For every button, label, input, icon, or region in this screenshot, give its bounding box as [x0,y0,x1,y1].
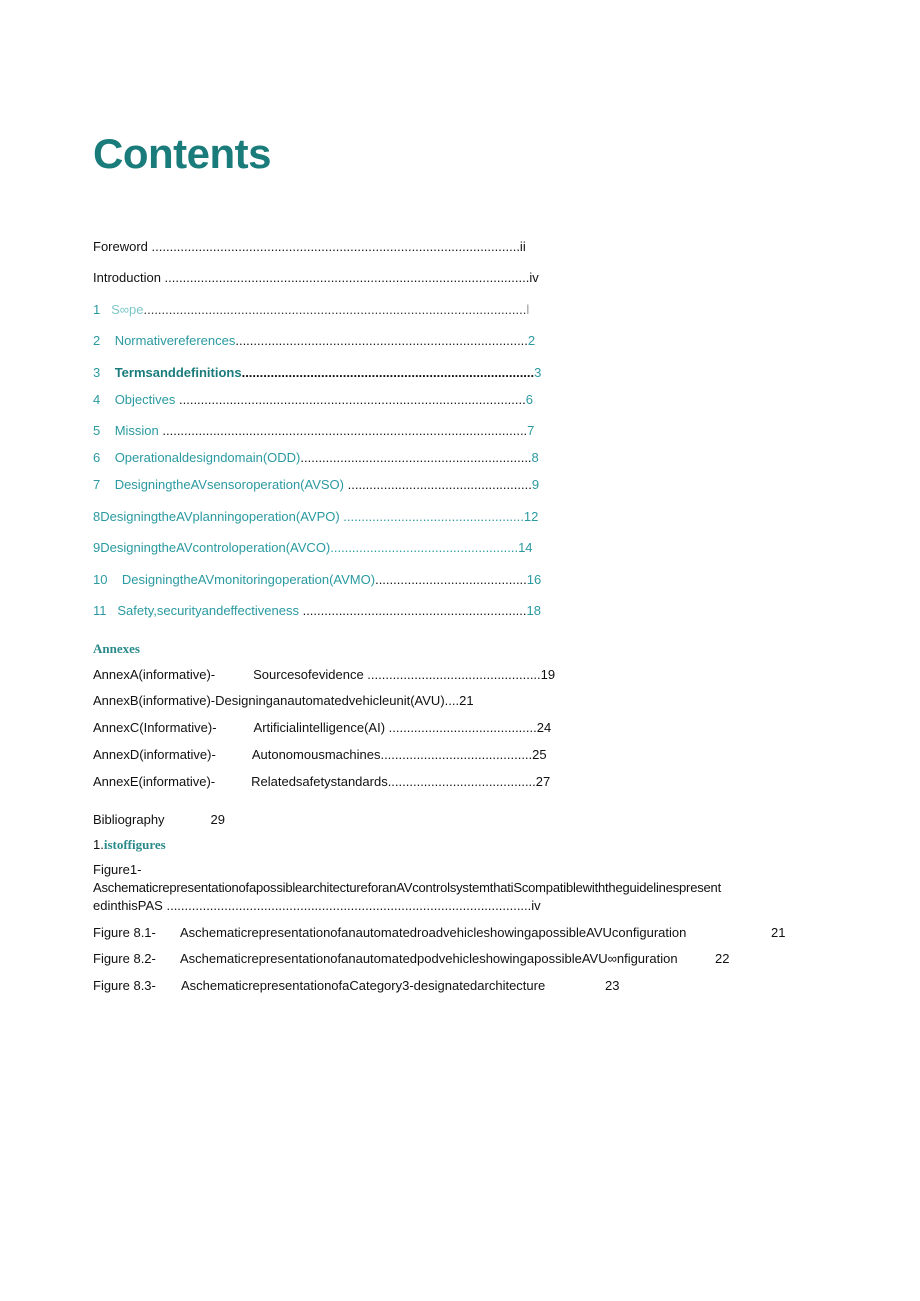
toc-dots: ..................................................................................................... [158,423,528,438]
bibliography-label: Bibliography [93,812,165,827]
annex-a[interactable] [93,667,555,683]
toc-num: 4 [93,392,101,407]
figures-heading [93,837,166,853]
figure-8-3-description[interactable]: AschematicrepresentationofaCategory3-designatedarchitecture [181,978,546,993]
annexes-heading: Annexes [93,641,140,656]
annex-label: AnnexC(Informative)- [93,720,217,735]
page-title: Contents [93,130,271,177]
toc-entry-mission[interactable] [93,423,534,439]
toc-num: 6 [93,450,101,465]
figure-1-description[interactable]: AschematicrepresentationofapossiblearchitectureforanAVcontrolsystemthatiScompatiblewiththeguidelinespresent [93,880,721,895]
toc-label: S∞pe [111,302,144,317]
figure-8-2-page: 22 [715,951,730,966]
figure-8-2-description[interactable]: AschematicrepresentationofanautomatedpodvehicleshowingapossibleAVU∞nfiguration [180,951,678,966]
toc-entry-odd[interactable] [93,450,539,466]
bibliography-entry[interactable] [93,812,225,828]
toc-label: Objectives [114,392,176,407]
toc-entry-objectives[interactable] [93,392,533,408]
toc-page: 2 [527,333,536,348]
annex-title: Artificialintelligence(AI) .........................................24 [253,720,552,735]
toc-page: 16 [526,572,542,587]
figure-1-description-cont[interactable]: edinthisPAS .....................................................................................................iv [93,898,541,913]
toc-entry-foreword[interactable]: Foreword ......................................................................................................ii [93,239,526,254]
figure-8-3-page: 23 [605,978,620,993]
annex-title: Relatedsafetystandards.........................................27 [251,774,551,789]
toc-page: 8 [531,450,539,465]
toc-label: DesigningtheAVmonitoringoperation(AVMO) [121,572,376,587]
annex-label: AnnexD(informative)- [93,747,216,762]
toc-dots: ................................................................................. [235,333,528,348]
toc-dots: .......................................................................................................... [143,302,527,317]
toc-entry-avco[interactable]: 9DesigningtheAVcontroloperation(AVCO)....................................................14 [93,540,533,555]
toc-entry-avso[interactable] [93,477,539,493]
toc-dots: ................................................................ [300,450,532,465]
figure-8-1-description[interactable]: AschematicrepresentationofanautomatedroadvehicleshowingapossibleAVUconfiguration [180,925,687,940]
annex-d[interactable] [93,747,547,763]
toc-entry-avpo[interactable]: 8DesigningtheAVplanningoperation(AVPO) ..................................................12 [93,509,539,524]
toc-label: Mission [114,423,159,438]
toc-dots: .............................................................. [298,603,527,618]
toc-label: Normativereferences [114,333,236,348]
bibliography-page: 29 [210,812,226,827]
toc-num: 7 [93,477,101,492]
toc-num: 11 [93,603,107,618]
figure-8-1-page: 21 [771,925,786,940]
toc-entry-normative-references[interactable] [93,333,535,349]
figures-heading-text: istoffigures [103,837,166,852]
annex-label: AnnexB(informative)-Designinganautomatedvehicleunit(AVU)....21 [93,693,474,708]
annex-title: Sourcesofevidence ................................................19 [253,667,556,682]
toc-label: Operationaldesigndomain(ODD) [114,450,301,465]
toc-num: 2 [93,333,101,348]
figure-8-1-number[interactable]: Figure 8.1- [93,925,156,940]
toc-page: 6 [525,392,533,407]
toc-entry-introduction[interactable]: Introduction .....................................................................................................iv [93,270,539,285]
toc-label: Termsanddefinitions [114,365,242,380]
toc-num: 3 [93,365,101,380]
toc-dots: .......................................... [375,572,527,587]
toc-entry-avmo[interactable] [93,572,541,588]
toc-page: l [526,302,530,317]
toc-num: 10 [93,572,108,587]
toc-dots: ................................................... [344,477,532,492]
figures-heading-prefix: 1. [93,837,104,852]
toc-page: 18 [526,603,541,618]
figure-1-number[interactable]: Figure1- [93,862,142,877]
annex-label: AnnexA(informative)- [93,667,216,682]
toc-entry-terms-definitions[interactable] [93,365,541,381]
toc-page: 9 [531,477,540,492]
figure-8-2-number[interactable]: Figure 8.2- [93,951,156,966]
annex-b[interactable] [93,693,474,709]
toc-dots: ................................................................................. [241,365,535,380]
annex-title: Autonomousmachines..........................................25 [251,747,547,762]
toc-num: 5 [93,423,101,438]
annex-c[interactable] [93,720,551,736]
annex-label: AnnexE(informative)- [93,774,216,789]
toc-entry-scope[interactable] [93,302,529,318]
toc-entry-safety[interactable] [93,603,541,619]
toc-label: DesigningtheAVsensoroperation(AVSO) [114,477,344,492]
figure-8-3-number[interactable]: Figure 8.3- [93,978,156,993]
toc-dots: ................................................................................................ [175,392,526,407]
toc-num: 1 [93,302,101,317]
toc-label: Safety,securityandeffectiveness [117,603,299,618]
toc-page: 7 [527,423,535,438]
toc-page: 3 [534,365,542,380]
annex-e[interactable] [93,774,550,790]
